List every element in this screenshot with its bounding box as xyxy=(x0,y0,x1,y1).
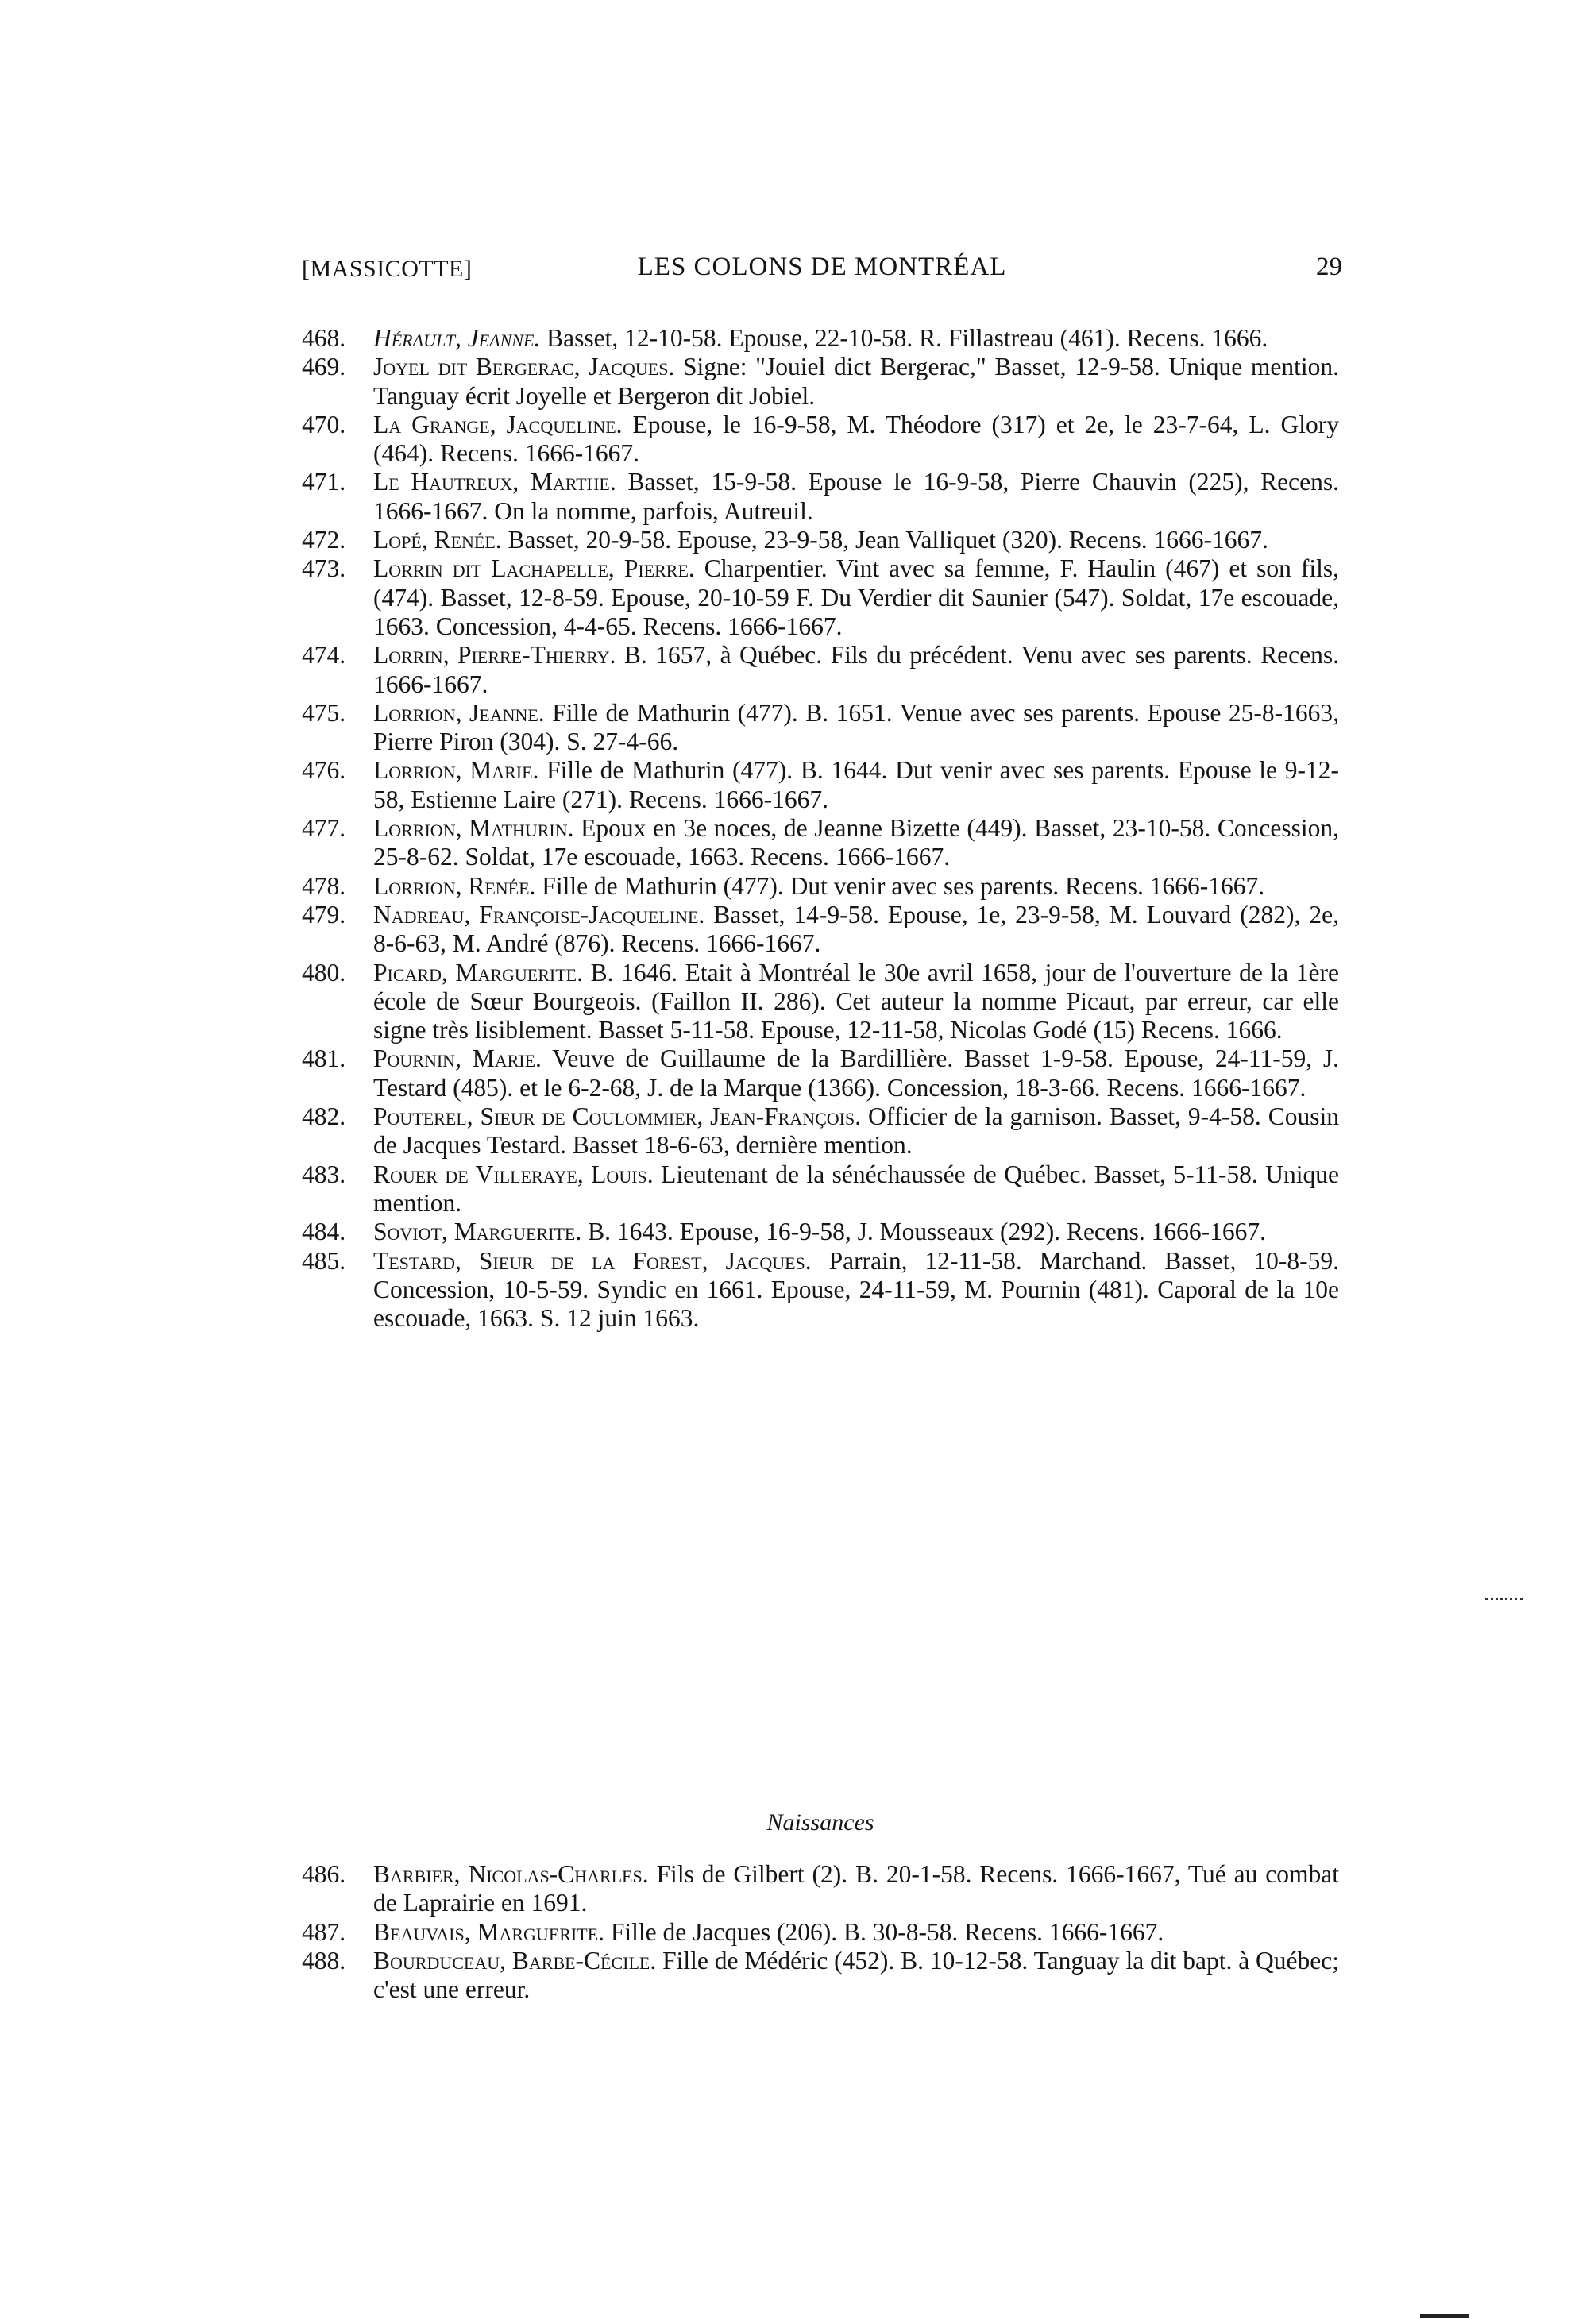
entry-text: Fille de Jacques (206). B. 30-8-58. Recens. 1666-1667. xyxy=(604,1917,1164,1946)
entry-number: 488. xyxy=(302,1946,346,1975)
entry-name: Beauvais, Marguerite. xyxy=(373,1917,605,1946)
entry-number: 484. xyxy=(302,1218,346,1246)
entry-name: Lopé, Renée. xyxy=(373,526,502,554)
entry-481 xyxy=(302,1044,1339,1102)
running-head xyxy=(302,253,1342,292)
entry-text: Epouse, le 16-9-58, M. Théodore (317) et 2e, le 23-7-64, L. Glory (464). Recens. 1666-1667. xyxy=(373,410,1339,468)
entry-text: Lieutenant de la sénéchaussée de Québec. Basset, 5-11-58. Unique mention. xyxy=(373,1160,1339,1217)
entry-text: Officier de la garnison. Basset, 9-4-58. Cousin de Jacques Testard. Basset 18-6-63, dernière mention. xyxy=(373,1102,1339,1160)
scan-edge-mark xyxy=(1420,2314,1469,2318)
entry-name: Hérault, Jeanne. xyxy=(373,324,541,352)
entry-name: Lorrion, Mathurin. xyxy=(373,814,574,843)
entry-479 xyxy=(302,901,1339,959)
entry-471 xyxy=(302,468,1339,526)
entry-number: 486. xyxy=(302,1860,346,1888)
entry-text: Signe: "Jouiel dict Bergerac," Basset, 12-9-58. Unique mention. Tanguay écrit Joyelle et Bergeron dit Jobiel. xyxy=(373,353,1339,410)
entry-number: 472. xyxy=(302,526,346,554)
entry-name: Le Hautreux, Marthe. xyxy=(373,468,616,496)
entry-number: 477. xyxy=(302,814,346,843)
entry-number: 487. xyxy=(302,1917,346,1946)
entry-text: Basset, 20-9-58. Epouse, 23-9-58, Jean Valliquet (320). Recens. 1666-1667. xyxy=(501,526,1268,554)
entry-name: Nadreau, Françoise-Jacqueline. xyxy=(373,900,705,928)
entry-number: 473. xyxy=(302,554,346,583)
entry-473 xyxy=(302,554,1339,641)
entry-478 xyxy=(302,872,1339,901)
entry-number: 471. xyxy=(302,468,346,496)
entry-name: Rouer de Villeraye, Louis. xyxy=(373,1160,654,1188)
entry-474 xyxy=(302,641,1339,699)
entry-484 xyxy=(302,1218,1339,1246)
entry-number: 469. xyxy=(302,353,346,381)
entry-number: 480. xyxy=(302,958,346,986)
entry-name: Lorrion, Marie. xyxy=(373,756,539,785)
entry-text: B. 1643. Epouse, 16-9-58, J. Mousseaux (292). Recens. 1666-1667. xyxy=(581,1218,1267,1246)
entry-name: Joyel dit Bergerac, Jacques. xyxy=(373,353,675,381)
entry-text: B. 1646. Etait à Montréal le 30e avril 1658, jour de l'ouverture de la 1ère école de Sœur Bourgeois. (Faillon II. 286). Cet auteur la nomme Picaut, par erreur, car elle signe très lisiblement. Basset 5-11-58. Epouse, 12-11-58, Nicolas Godé (15) Recens. 1666. xyxy=(373,958,1339,1044)
entry-name: Testard, Sieur de la Forest, Jacques. xyxy=(373,1246,812,1275)
entry-472 xyxy=(302,526,1339,554)
entry-text: Basset, 12-10-58. Epouse, 22-10-58. R. Fillastreau (461). Recens. 1666. xyxy=(540,324,1268,352)
entry-name: Lorrion, Renée. xyxy=(373,871,536,900)
entry-number: 476. xyxy=(302,756,346,785)
birth-entries xyxy=(302,1860,1339,2004)
page-title: LES COLONS DE MONTRÉAL xyxy=(637,253,1007,281)
entry-476 xyxy=(302,756,1339,814)
scan-speck xyxy=(1485,1598,1523,1600)
entry-number: 478. xyxy=(302,871,346,900)
entry-number: 482. xyxy=(302,1102,346,1131)
entry-name: Soviot, Marguerite. xyxy=(373,1218,582,1246)
entry-text: Basset, 15-9-58. Epouse le 16-9-58, Pierre Chauvin (225), Recens. 1666-1667. On la nomme, parfois, Autreuil. xyxy=(373,468,1340,525)
entry-name: Lorrion, Jeanne. xyxy=(373,698,545,727)
entry-483 xyxy=(302,1160,1339,1218)
entry-name: Pouterel, Sieur de Coulommier, Jean-François. xyxy=(373,1102,862,1131)
entry-name: Bourduceau, Barbe-Cécile. xyxy=(373,1946,657,1975)
entry-name: Pournin, Marie. xyxy=(373,1044,542,1073)
entry-text: Fille de Mathurin (477). B. 1651. Venue avec ses parents. Epouse 25-8-1663, Pierre Piron (304). S. 27-4-66. xyxy=(373,698,1339,756)
entry-number: 475. xyxy=(302,698,346,727)
entry-text: Fille de Mathurin (477). B. 1644. Dut venir avec ses parents. Epouse le 9-12-58, Estienne Laire (271). Recens. 1666-1667. xyxy=(373,756,1339,813)
entry-number: 479. xyxy=(302,900,346,928)
entry-text: Parrain, 12-11-58. Marchand. Basset, 10-8-59. Concession, 10-5-59. Syndic en 1661. Epouse, 24-11-59, M. Pournin (481). Caporal de la 10e escouade, 1663. S. 12 juin 1663. xyxy=(373,1246,1339,1333)
page-number: 29 xyxy=(1316,253,1342,281)
entry-name: Lorrin dit Lachapelle, Pierre. xyxy=(373,554,695,583)
entry-468 xyxy=(302,324,1339,353)
entry-485 xyxy=(302,1247,1339,1334)
entry-text: Fille de Médéric (452). B. 10-12-58. Tanguay la dit bapt. à Québec; c'est une erreur. xyxy=(373,1946,1339,2004)
entry-477 xyxy=(302,814,1339,872)
entry-name: Barbier, Nicolas-Charles. xyxy=(373,1860,649,1888)
entry-text: B. 1657, à Québec. Fils du précédent. Venu avec ses parents. Recens. 1666-1667. xyxy=(373,641,1339,698)
entry-text: Basset, 14-9-58. Epouse, 1e, 23-9-58, M. Louvard (282), 2e, 8-6-63, M. André (876). Recens. 1666-1667. xyxy=(373,900,1339,958)
entry-475 xyxy=(302,699,1339,757)
entry-469 xyxy=(302,353,1339,411)
entry-number: 468. xyxy=(302,324,346,352)
entry-name: Picard, Marguerite. xyxy=(373,958,583,986)
author-tag: [MASSICOTTE] xyxy=(302,256,473,282)
entry-488 xyxy=(302,1947,1339,2005)
section-heading-naissances: Naissances xyxy=(766,1809,874,1836)
entry-number: 470. xyxy=(302,410,346,438)
entry-number: 481. xyxy=(302,1044,346,1073)
entry-text: Fils de Gilbert (2). B. 20-1-58. Recens. 1666-1667, Tué au combat de Laprairie en 1691. xyxy=(373,1860,1339,1917)
colonist-entries xyxy=(302,324,1339,1333)
entry-number: 485. xyxy=(302,1246,346,1275)
entry-486 xyxy=(302,1860,1339,1918)
entry-480 xyxy=(302,959,1339,1045)
entry-487 xyxy=(302,1918,1339,1947)
entry-text: Fille de Mathurin (477). Dut venir avec ses parents. Recens. 1666-1667. xyxy=(535,871,1265,900)
entry-470 xyxy=(302,411,1339,469)
entry-number: 483. xyxy=(302,1160,346,1188)
entry-text: Veuve de Guillaume de la Bardillière. Basset 1-9-58. Epouse, 24-11-59, J. Testard (485). et le 6-2-68, J. de la Marque (1366). Concession, 18-3-66. Recens. 1666-1667. xyxy=(373,1044,1339,1102)
entry-name: Lorrin, Pierre-Thierry. xyxy=(373,641,616,670)
entry-482 xyxy=(302,1102,1339,1160)
entry-name: La Grange, Jacqueline. xyxy=(373,410,623,438)
entry-number: 474. xyxy=(302,641,346,670)
entry-text: Charpentier. Vint avec sa femme, F. Haulin (467) et son fils, (474). Basset, 12-8-59. Epouse, 20-10-59 F. Du Verdier dit Saunier (547). Soldat, 17e escouade, 1663. Concession, 4-4-65. Recens. 1666-1667. xyxy=(373,554,1339,640)
entry-text: Epoux en 3e noces, de Jeanne Bizette (449). Basset, 23-10-58. Concession, 25-8-62. Soldat, 17e escouade, 1663. Recens. 1666-1667. xyxy=(373,814,1339,871)
